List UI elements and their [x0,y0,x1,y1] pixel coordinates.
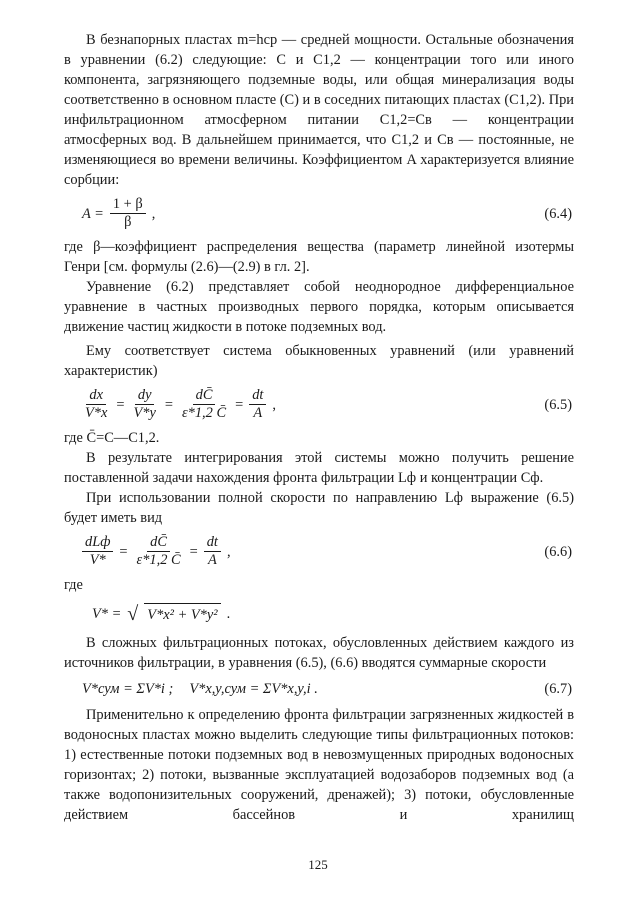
eq-6-7-number: (6.7) [544,681,572,697]
eq-6-6-f1-den: V* [89,552,106,568]
paragraph-equation-description: Уравнение (6.2) представляет собой неоднородное дифференциальное уравнение в частных производных первого порядка, которым описывается движение частиц жидкости в потоке подземных вод. [64,279,574,335]
eq-6-5-f3-num: dC̄ [193,387,216,405]
equation-vstar [64,603,574,625]
paragraph-characteristics: Ему соответствует система обыкновенных уравнений (или уравнений характеристик) [64,343,574,379]
eq-6-6-tail: , [226,543,231,560]
eq-6-6-f3-den: A [207,552,217,568]
eq-6-5-fraction-dx [82,387,110,422]
paragraph-full-velocity: При использовании полной скорости по направлению Lф выражение (6.5) будет иметь вид [64,490,574,526]
eq-6-5-f4-num: dt [249,387,266,405]
eq-6-5-f1-den: V*x [85,405,108,421]
equation-6-6 [64,534,574,569]
eq-6-5-f1-num: dx [86,387,106,405]
eq-6-6-fraction-dc [134,534,184,569]
eq-6-4-lhs: A = [82,205,104,222]
equation-6-5 [64,387,574,422]
eq-6-5-tail: , [272,396,276,413]
eq-6-5-fraction-dy [131,387,159,422]
eq-6-7-part2: V*x,y,сум = ΣV*x,y,i . [189,681,318,697]
eq-6-5-f2-num: dy [135,387,155,405]
eq-6-6-f3-num: dt [204,534,221,552]
paragraph-integration: В результате интегрирования этой системы можно получить решение поставленной задачи нахождения фронта фильтрации Lф и концентрации Cф. [64,450,574,486]
eq-6-4-number: (6.4) [544,205,572,222]
paragraph-cbar-definition: где C̄=C—C1,2. [64,430,160,446]
eq-6-6-f2-num: dC̄ [147,534,170,552]
vstar-lhs: V* = [92,606,122,622]
eq-6-7-part1: V*сум = ΣV*i ; [82,681,174,697]
vstar-radicand: V*x² + V*y² [144,603,220,625]
eq-6-5-fraction-dt [249,387,266,422]
paragraph-flow-types: Применительно к определению фронта фильтрации загрязненных жидкостей в водоносных пластах можно выделить следующие типы фильтрационных потоков: 1) естественные потоки подземных вод в невозмущенных природных водоносных горизонтах; 2) потоки, вызванные эксплуатацией водозаборов подземных вод (а также водопонизительных сооружений, дренажей); 3) потоки, обусловленные действием бассейнов и хранилищ [64,707,574,823]
eq-6-4-numerator: 1 + β [110,196,146,214]
equation-6-4 [64,196,574,231]
equation-6-7 [64,679,574,699]
eq-6-6-number: (6.6) [544,543,572,560]
equals-sign: = [235,396,244,413]
eq-6-5-fraction-dc [179,387,229,422]
eq-6-4-denominator: β [124,214,132,230]
sqrt-icon: √ [127,603,139,625]
vstar-tail: . [226,606,231,622]
eq-6-6-f2-den: ε*1,2 C̄ [136,552,181,568]
page-number: 125 [308,857,328,872]
eq-6-5-number: (6.5) [544,396,572,413]
eq-6-5-f3-den: ε*1,2 C̄ [182,405,227,421]
equals-sign: = [164,396,173,413]
eq-6-6-fraction-dl [82,534,113,569]
equals-sign: = [119,543,128,560]
equals-sign: = [189,543,198,560]
eq-6-4-tail: , [151,205,156,222]
eq-6-5-f4-den: A [253,405,263,421]
equals-sign: = [116,396,125,413]
paragraph-where: где [64,577,83,593]
paragraph-notation: В безнапорных пластах m=hср — средней мощности. Остальные обозначения в уравнении (6.2) следующие: C и C1,2 — концентрации того или иного компонента, загрязняющего подземные воды, или общая минерализация воды соответственно в основном пласте (C) и в соседних питающих пластах (C1,2). При инфильтрационном атмосферном питании C1,2=Cв — концентрации атмосферных вод. В дальнейшем принимается, что C1,2 и Cв — постоянные, не изменяющиеся во времени величины. Коэффициентом A характеризуется влияние сорбции: [64,32,574,188]
eq-6-6-fraction-dt [204,534,221,569]
eq-6-4-fraction [110,196,146,231]
eq-6-6-f1-num: dLф [82,534,113,552]
page-body [64,30,574,825]
paragraph-beta-definition: где β—коэффициент распределения вещества (параметр линейной изотермы Генри [см. формулы (2.6)—(2.9) в гл. 2]. [64,239,574,275]
eq-6-5-f2-den: V*y [133,405,156,421]
paragraph-complex-flows: В сложных фильтрационных потоках, обусловленных действием каждого из источников фильтрации, в уравнения (6.5), (6.6) вводятся суммарные скорости [64,635,574,671]
